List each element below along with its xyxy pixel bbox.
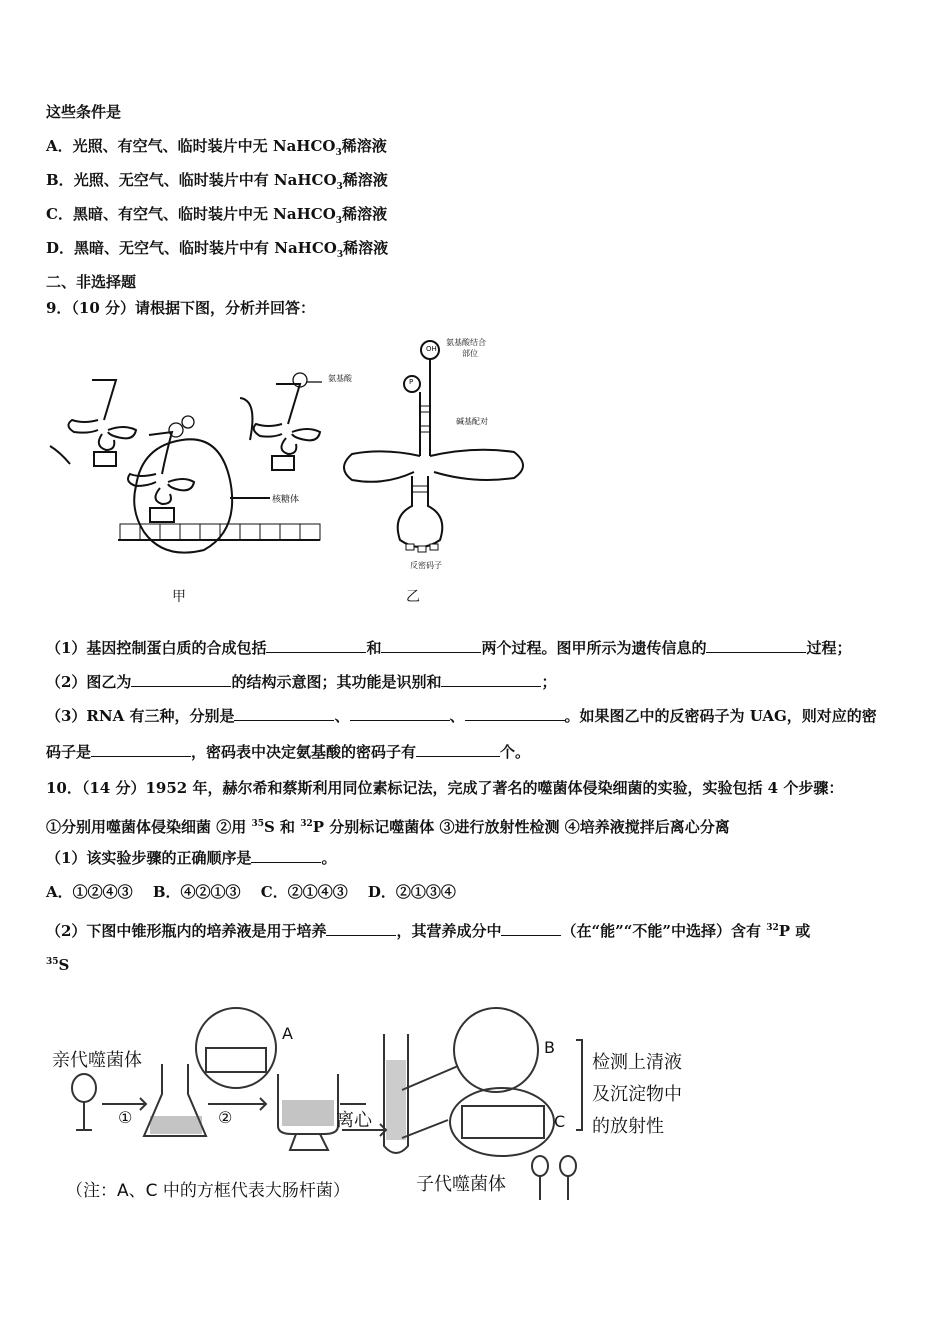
figure-trna — [334, 336, 534, 576]
q9-stem: 9．（10 分）请根据下图，分析并回答： — [46, 299, 316, 317]
label-step-2: ② — [218, 1108, 233, 1127]
label-ribosome: 核糖体 — [272, 495, 300, 505]
label-p: P — [409, 378, 414, 386]
section-title: 二、非选择题 — [46, 273, 137, 291]
caption-yi: 乙 — [406, 589, 420, 605]
figure-translation — [44, 360, 334, 590]
label-detect-1: 检测上清液 — [592, 1052, 682, 1073]
q9-part2: （2）图乙为 的结构示意图；其功能是识别和 ； — [46, 673, 557, 691]
q8-intro: 这些条件是 — [46, 103, 122, 121]
q10-part1: （1）该实验步骤的正确顺序是 。 — [46, 849, 337, 867]
label-b: B — [544, 1038, 555, 1057]
q9-part1: （1）基因控制蛋白质的合成包括 和 两个过程。图甲所示为遗传信息的 过程； — [46, 639, 852, 657]
q8-option-b: B．光照、无空气、临时装片中有 NaHCO$_3$稀溶液 — [46, 171, 388, 192]
label-parent-phage: 亲代噬菌体 — [52, 1050, 142, 1071]
label-detect-2: 及沉淀物中 — [592, 1084, 682, 1105]
label-amino-acid: 氨基酸 — [328, 374, 352, 383]
caption-jia: 甲 — [172, 589, 186, 605]
label-step-1: ① — [118, 1108, 133, 1127]
label-binding-site-1: 氨基酸结合 — [446, 338, 486, 347]
label-centrifuge: 离心 — [336, 1110, 372, 1131]
q8-option-c: C．黑暗、有空气、临时装片中无 NaHCO$_3$稀溶液 — [46, 205, 388, 226]
label-c: C — [554, 1112, 566, 1131]
q10-stem: 10．（14 分）1952 年，赫尔希和蔡斯利用同位素标记法，完成了著名的噬菌体侵染细菌的实验，实验包括 4 个步骤： — [46, 779, 844, 797]
label-anticodon: 反密码子 — [410, 561, 442, 570]
label-note: （注：A、C 中的方框代表大肠杆菌） — [66, 1181, 350, 1201]
label-base-pair: 碱基配对 — [456, 417, 488, 426]
q9-part3-cont: 码子是 ，密码表中决定氨基酸的密码子有 个。 — [46, 743, 531, 761]
q8-option-a: A．光照、有空气、临时装片中无 NaHCO$_3$稀溶液 — [46, 137, 387, 158]
label-binding-site-2: 部位 — [462, 349, 478, 358]
label-child-phage: 子代噬菌体 — [416, 1174, 506, 1195]
q8-option-d: D．黑暗、无空气、临时装片中有 NaHCO$_3$稀溶液 — [46, 239, 389, 260]
q10-part2: （2）下图中锥形瓶内的培养液是用于培养 ，其营养成分中 （在“能”“不能”中选择）含有 $^{32}$P 或 — [46, 922, 811, 940]
label-detect-3: 的放射性 — [592, 1116, 664, 1137]
q10-options: A．①②④③ B．④②①③ C．②①④③ D．②①③④ — [46, 883, 456, 901]
q10-part2-cont: $^{35}$S — [46, 956, 70, 974]
q9-part3: （3）RNA 有三种，分别是 、 、 。如果图乙中的反密码子为 UAG，则对应的密 — [46, 707, 877, 725]
label-oh: OH — [426, 345, 437, 353]
label-a: A — [282, 1024, 293, 1043]
q10-steps: ①分别用噬菌体侵染细菌 ②用 $^{35}$S 和 $^{32}$P 分别标记噬菌体 ③进行放射性检测 ④培养液搅拌后离心分离 — [46, 818, 730, 836]
